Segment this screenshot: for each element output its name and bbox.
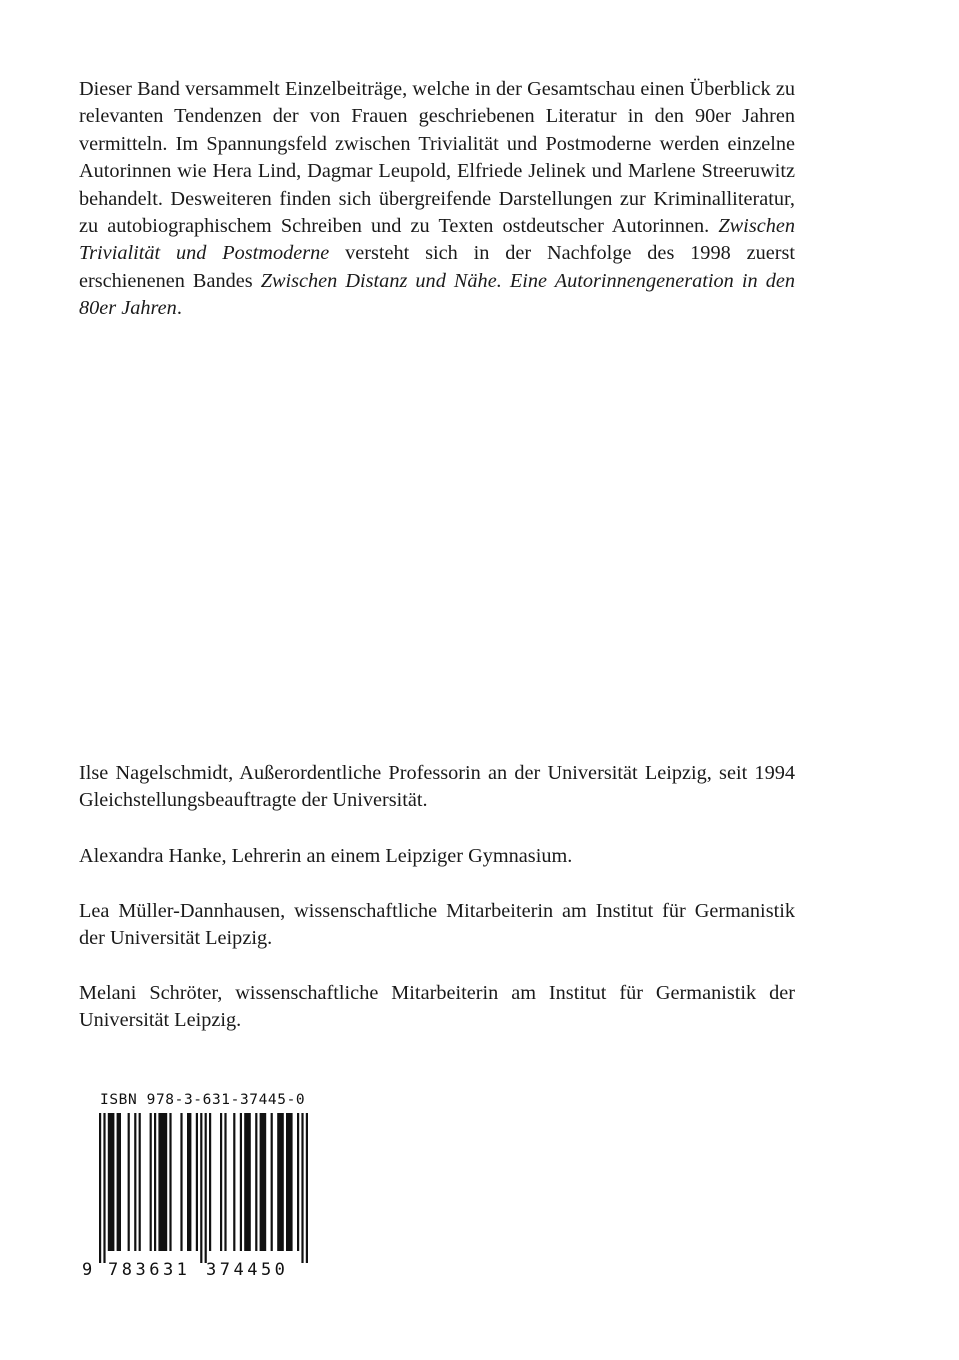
description-text-continued: versteht sich in der Nachfolge des 1998 zuerst erschienenen Bandes [79,242,795,292]
barcode-bar [180,1113,182,1251]
barcode-bar [233,1113,235,1251]
barcode-guard-bar [306,1113,308,1263]
barcode-bar [209,1113,211,1251]
barcode-bars [96,1113,308,1263]
barcode-guard-bar [301,1113,303,1263]
barcode-bar [134,1113,136,1251]
barcode-bar [255,1113,257,1251]
barcode-bar [297,1113,299,1251]
barcode-bar [150,1113,152,1251]
barcode-bar [244,1113,251,1251]
barcode-bar [286,1113,293,1251]
previous-volume-title-italic: Zwischen Distanz und Nähe. Eine Autorinnengeneration in den 80er Jahren [79,269,795,320]
barcode-bar [260,1113,267,1251]
editor-bio-nagelschmidt: Ilse Nagelschmidt, Außerordentliche Professorin an der Universität Leipzig, seit 1994 Gleichstellungsbeauftragte der Universität. [79,762,795,812]
barcode-bar [169,1113,171,1251]
description-text: Dieser Band versammelt Einzelbeiträge, welche in der Gesamtschau einen Überblick zu relevanten Tendenzen der von Frauen geschriebenen Literatur in den 90er Jahren vermitteln. Im Spannungsfeld zwischen Trivialität und Postmoderne werden einzelne Autorinnen wie Hera Lind, Dagmar Leupold, Elfriede Jelinek und Marlene Streeruwitz behandelt. Desweiteren finden sich übergreifende Darstellungen zur Kriminalliteratur, zu autobiographischem Schreiben und zu Texten ostdeutscher Autorinnen. [79,78,795,238]
barcode-bar [158,1113,167,1251]
barcode-bar [117,1113,121,1251]
barcode-bar [271,1113,273,1251]
barcode-bar [220,1113,222,1251]
ean-first-digit: 9 [82,1260,93,1280]
isbn-label: ISBN 978-3-631-37445-0 [100,1092,306,1108]
book-title-italic: Zwischen Trivialität und Postmoderne [79,215,795,265]
barcode-guard-bar [99,1113,101,1263]
barcode-bar [139,1113,141,1251]
barcode-guard-bar [103,1113,105,1263]
isbn-barcode [82,1092,308,1282]
editor-bio-mueller-dannhausen: Lea Müller-Dannhausen, wissenschaftliche Mitarbeiterin am Institut für Germanistik der Universität Leipzig. [79,900,795,950]
editor-bio-hanke: Alexandra Hanke, Lehrerin an einem Leipziger Gymnasium. [79,845,573,867]
barcode-bar [187,1113,191,1251]
barcode-guard-bar [205,1113,207,1263]
barcode-bar [154,1113,156,1251]
barcode-bar [224,1113,226,1251]
barcode-bar [196,1113,198,1251]
barcode-bar [128,1113,130,1251]
barcode-guard-bar [200,1113,202,1263]
book-description [79,76,795,323]
description-period: . [176,297,182,320]
ean-left-digits: 783631 [108,1260,191,1280]
barcode-bar [240,1113,242,1251]
editor-bio-schroeter: Melani Schröter, wissenschaftliche Mitarbeiterin am Institut für Germanistik der Universität Leipzig. [79,982,795,1032]
barcode-bar [108,1113,115,1251]
barcode-bar [277,1113,284,1251]
ean-right-digits: 374450 [206,1260,289,1280]
